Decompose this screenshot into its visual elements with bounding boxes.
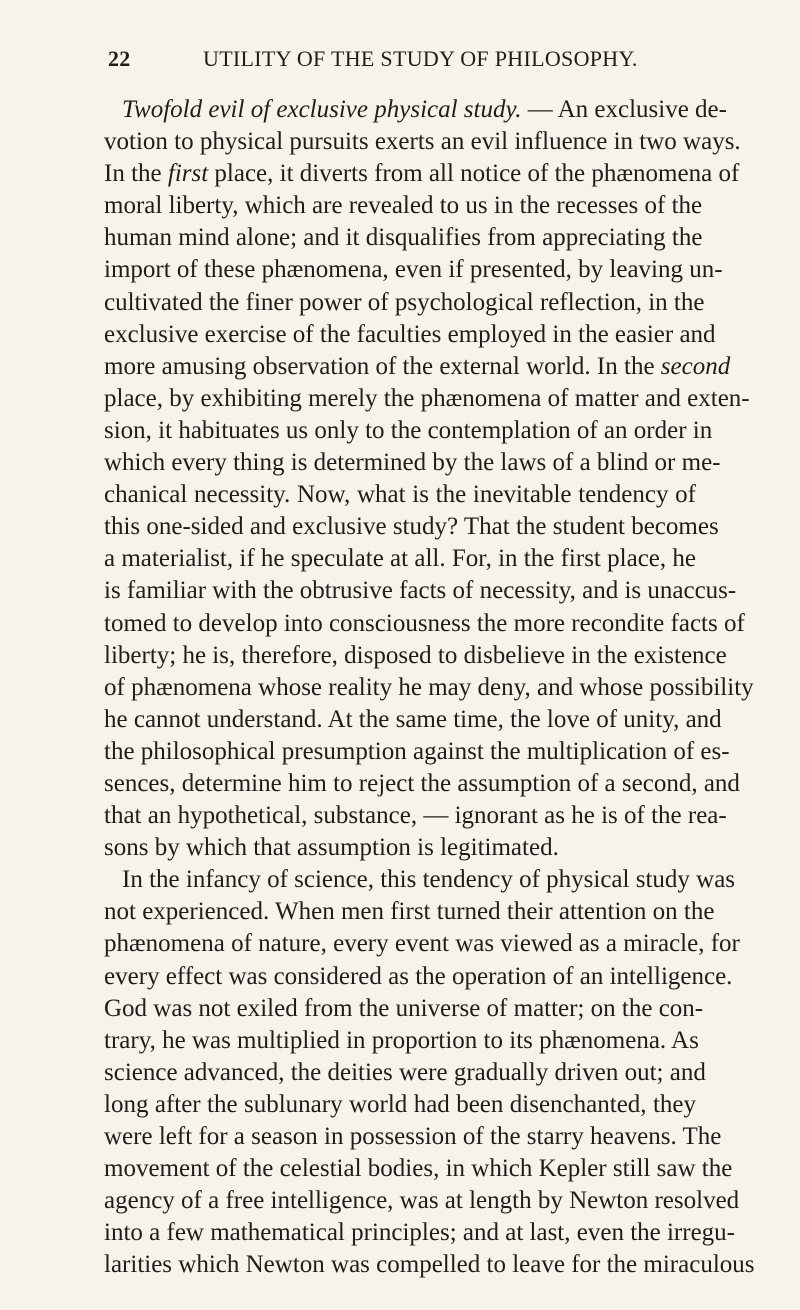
text-line	[104, 864, 736, 896]
text-line	[104, 1121, 722, 1153]
text-span: liberty; he is, therefore, disposed to disbelieve in the existence	[104, 641, 727, 669]
text-span: the philosophical presumption against the multiplication of es-	[104, 737, 730, 765]
text-line	[104, 1185, 740, 1217]
body-text	[104, 94, 755, 1281]
italic-text: second	[660, 352, 731, 380]
text-line	[104, 479, 696, 511]
text-line	[104, 287, 705, 319]
text-span: every effect was considered as the operation of an intelligence.	[104, 962, 733, 990]
text-span: sion, it habituates us only to the contemplation of an order in	[104, 416, 713, 444]
text-span: sons by which that assumption is legitimated.	[104, 834, 559, 862]
text-line	[104, 415, 713, 447]
text-span: sences, determine him to reject the assumption of a second, and	[104, 769, 740, 797]
text-span: long after the sublunary world had been disenchanted, they	[104, 1090, 696, 1118]
text-line	[104, 961, 733, 993]
text-line	[104, 254, 723, 286]
text-span: phænomena of nature, every event was viewed as a miracle, for	[104, 930, 740, 958]
text-line	[104, 1249, 755, 1281]
running-title: UTILITY OF THE STUDY OF PHILOSOPHY.	[203, 46, 638, 71]
text-line	[104, 608, 745, 640]
text-line	[104, 447, 721, 479]
italic-text: Twofold evil of exclusive physical study.	[122, 96, 522, 123]
text-line	[104, 351, 731, 383]
text-span: tomed to develop into consciousness the more recondite facts of	[104, 609, 745, 637]
text-span: exclusive exercise of the faculties employed in the easier and	[104, 320, 716, 348]
text-line	[104, 768, 740, 800]
page-number: 22	[108, 46, 131, 71]
text-line	[104, 832, 696, 864]
text-line	[104, 1217, 736, 1249]
text-line	[104, 1057, 706, 1089]
text-line	[104, 800, 727, 832]
text-span: moral liberty, which are revealed to us in the recesses of the	[104, 192, 703, 220]
text-span: science advanced, the deities were gradually driven out; and	[104, 1058, 706, 1086]
text-line	[104, 543, 696, 575]
text-span: — An exclusive de-	[521, 96, 727, 123]
text-line	[104, 896, 715, 928]
text-span: human mind alone; and it disqualifies from appreciating the	[104, 224, 703, 252]
text-span: import of these phænomena, even if presented, by leaving un-	[104, 256, 723, 284]
text-line	[104, 1153, 733, 1185]
text-span: this one-sided and exclusive study? That the student becomes	[104, 513, 719, 541]
text-line	[104, 383, 750, 415]
text-span: trary, he was multiplied in proportion to its phænomena. As	[104, 1026, 699, 1054]
text-span: God was not exiled from the universe of matter; on the con-	[104, 994, 704, 1022]
text-span: movement of the celestial bodies, in which Kepler still saw the	[104, 1155, 733, 1183]
text-span: which every thing is determined by the laws of a blind or me-	[104, 449, 721, 477]
text-span: larities which Newton was compelled to leave for the miraculous	[104, 1251, 755, 1279]
text-span: were left for a season in possession of the starry heavens. The	[104, 1123, 722, 1150]
text-span: into a few mathematical principles; and at last, even the irregu-	[104, 1219, 736, 1247]
text-span: he cannot understand. At the same time, the love of unity, and	[104, 705, 722, 733]
text-span: of phænomena whose reality he may deny, and whose possibility	[104, 673, 754, 701]
text-line	[104, 1025, 699, 1057]
text-line	[104, 222, 703, 254]
text-span: is familiar with the obtrusive facts of necessity, and is unaccus-	[104, 577, 737, 605]
text-span: agency of a free intelligence, was at length by Newton resolved	[104, 1187, 740, 1215]
text-line	[104, 94, 727, 126]
text-span: not experienced. When men first turned their attention on the	[104, 898, 715, 926]
running-head	[108, 46, 688, 76]
text-line	[104, 704, 722, 736]
text-span: a materialist, if he speculate at all. For, in the first place, he	[104, 545, 696, 573]
text-span: place, by exhibiting merely the phænomena of matter and exten-	[104, 384, 750, 412]
text-span: chanical necessity. Now, what is the inevitable tendency of	[104, 481, 696, 509]
text-span: that an hypothetical, substance, — ignorant as he is of the rea-	[104, 802, 727, 830]
text-line	[104, 928, 740, 960]
text-span: more amusing observation of the external world. In the	[104, 352, 661, 380]
text-span: votion to physical pursuits exerts an evil influence in two ways.	[104, 128, 741, 156]
text-line	[104, 672, 754, 704]
text-line	[104, 319, 716, 351]
text-span: In the	[104, 160, 168, 188]
text-line	[104, 190, 703, 222]
text-line	[104, 575, 737, 607]
text-line	[104, 640, 727, 672]
text-line	[104, 511, 719, 543]
text-line	[104, 993, 704, 1025]
text-span: In the infancy of science, this tendency of physical study was	[122, 866, 736, 894]
text-line	[104, 158, 740, 190]
text-line	[104, 736, 730, 768]
text-span: place, it diverts from all notice of the phænomena of	[208, 160, 740, 188]
italic-text: first	[167, 160, 209, 188]
text-line	[104, 1089, 696, 1121]
text-line	[104, 126, 741, 158]
text-span: cultivated the finer power of psychological reflection, in the	[104, 288, 705, 316]
